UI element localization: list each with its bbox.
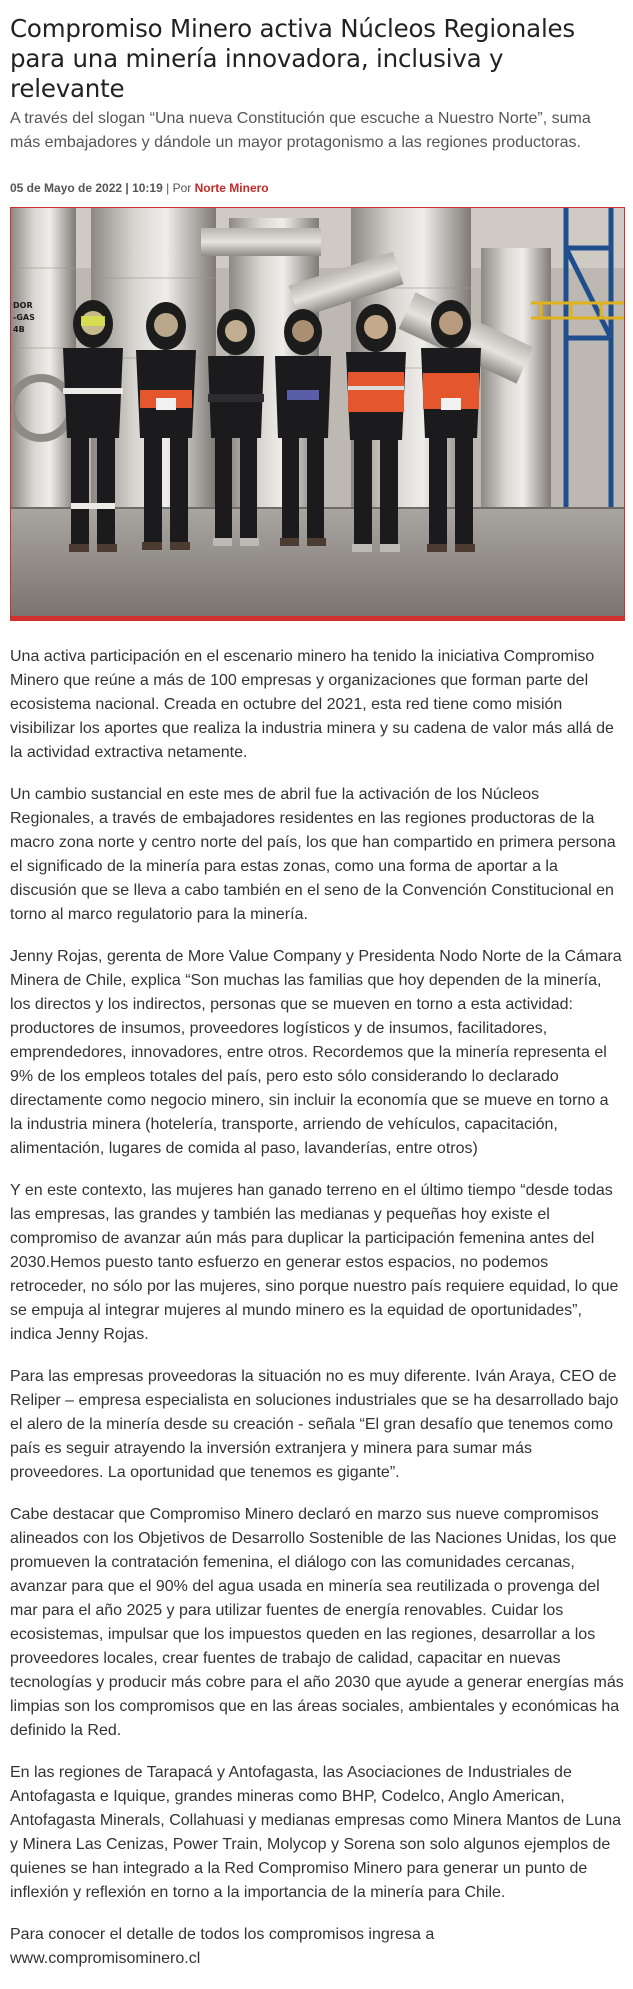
body-paragraph: Un cambio sustancial en este mes de abril fue la activación de los Núcleos Regionales, a través de embajadores residentes en las regiones productoras de la macro zona norte y centro norte del país, los que han compartido en primera persona el significado de la minería para estas zonas, como una forma de aportar a la discusión que se lleva a cabo también en el seno de la Convención Constitucional en torno al marco regulatorio para la minería. — [10, 786, 616, 923]
body-paragraph: En las regiones de Tarapacá y Antofagasta, las Asociaciones de Industriales de Antofagasta e Iquique, grandes mineras como BHP, Codelco, Anglo American, Antofagasta Minerals, Collahuasi y medianas empresas como Minera Mantos de Luna y Minera Las Cenizas, Power Train, Molycop y Sorena son solo algunos ejemplos de quienes se han integrado a la Red Compromiso Minero para generar un punto de inflexión y reflexión en torno a la importancia de la minería para Chile. — [10, 1764, 621, 1901]
article-body — [10, 645, 625, 1971]
article — [10, 0, 625, 1989]
hero-illustration — [11, 208, 624, 616]
body-paragraph: Una activa participación en el escenario minero ha tenido la iniciativa Compromiso Minero que reúne a más de 100 empresas y organizaciones que forman parte del ecosistema nacional. Creada en octubre del 2021, esta red tiene como misión visibilizar los aportes que realiza la industria minera y su cadena de valor más allá de la actividad extractiva netamente. — [10, 648, 614, 761]
by-label: Por — [172, 181, 192, 195]
article-meta — [10, 181, 625, 197]
body-paragraph: Jenny Rojas, gerenta de More Value Company y Presidenta Nodo Norte de la Cámara Minera de Chile, explica “Son muchas las familias que hoy dependen de la minería, los directos y los indirectos, personas que se mueven en torno a esta actividad: productores de insumos, proveedores logísticos y de insumos, facilitadores, emprendedores, innovadores, entre otros. Recordemos que la minería representa el 9% de los empleos totales del país, pero esto sólo considerando lo declarado directamente como negocio minero, sin incluir la economía que se mueve en torno a la industria minera (hotelería, transporte, arriendo de vehículos, capacitación, alimentación, lugares de comida al paso, lavanderías, entre otros) — [10, 948, 622, 1157]
hero-image — [10, 207, 625, 621]
body-paragraph: Y en este contexto, las mujeres han ganado terreno en el último tiempo “desde todas las empresas, las grandes y también las medianas y pequeñas hoy existe el compromiso de avanzar aún más para duplicar la participación femenina antes del 2030.Hemos puesto tanto esfuerzo en generar estos espacios, no podemos retroceder, no sólo por las mujeres, sino porque nuestro país requiere equidad, lo que se empuja al integrar mujeres al mundo minero es la equidad de oportunidades”, indica Jenny Rojas. — [10, 1182, 619, 1343]
meta-separator: | — [166, 181, 173, 195]
body-paragraph: Cabe destacar que Compromiso Minero declaró en marzo sus nueve compromisos alineados con los Objetivos de Desarrollo Sostenible de las Naciones Unidas, los que promueven la contratación femenina, el diálogo con las comunidades cercanas, avanzar para que el 90% del agua usada en minería sea reutilizada o provenga del mar para el año 2025 y para utilizar fuentes de energía renovables. Cuidar los ecosistemas, impulsar que los impuestos queden en las regiones, desarrollar a los proveedores locales, crear fuentes de trabajo de calidad, capacitar en nuevas tecnologías y producir más cobre para el año 2030 que ayude a generar energías más limpias son los compromisos que en las áreas sociales, ambientales y económicas ha definido la Red. — [10, 1506, 624, 1739]
publish-date: 05 de Mayo de 2022 | 10:19 — [10, 181, 163, 195]
body-paragraph-link[interactable]: Para conocer el detalle de todos los compromisos ingresa a www.compromisominero.cl — [10, 1926, 435, 1967]
tank-sign-line: DOR — [13, 301, 33, 310]
article-subtitle: A través del slogan “Una nueva Constitución que escuche a Nuestro Norte”, suma más embajadores y dándole un mayor protagonismo a las regiones productoras. — [10, 110, 591, 151]
tank-sign-line: -GAS — [13, 313, 35, 322]
tank-sign-line: 4B — [13, 325, 25, 334]
author-link[interactable]: Norte Minero — [194, 181, 269, 195]
article-title: Compromiso Minero activa Núcleos Regionales para una minería innovadora, inclusiva y relevante — [10, 14, 575, 103]
body-paragraph: Para las empresas proveedoras la situación no es muy diferente. Iván Araya, CEO de Reliper – empresa especialista en soluciones industriales que se ha desarrollado bajo el alero de la minería desde su creación - señala “El gran desafío que tenemos como país es seguir atrayendo la inversión extranjera y minera para sumar más proveedores. La oportunidad que tenemos es gigante”. — [10, 1368, 619, 1481]
